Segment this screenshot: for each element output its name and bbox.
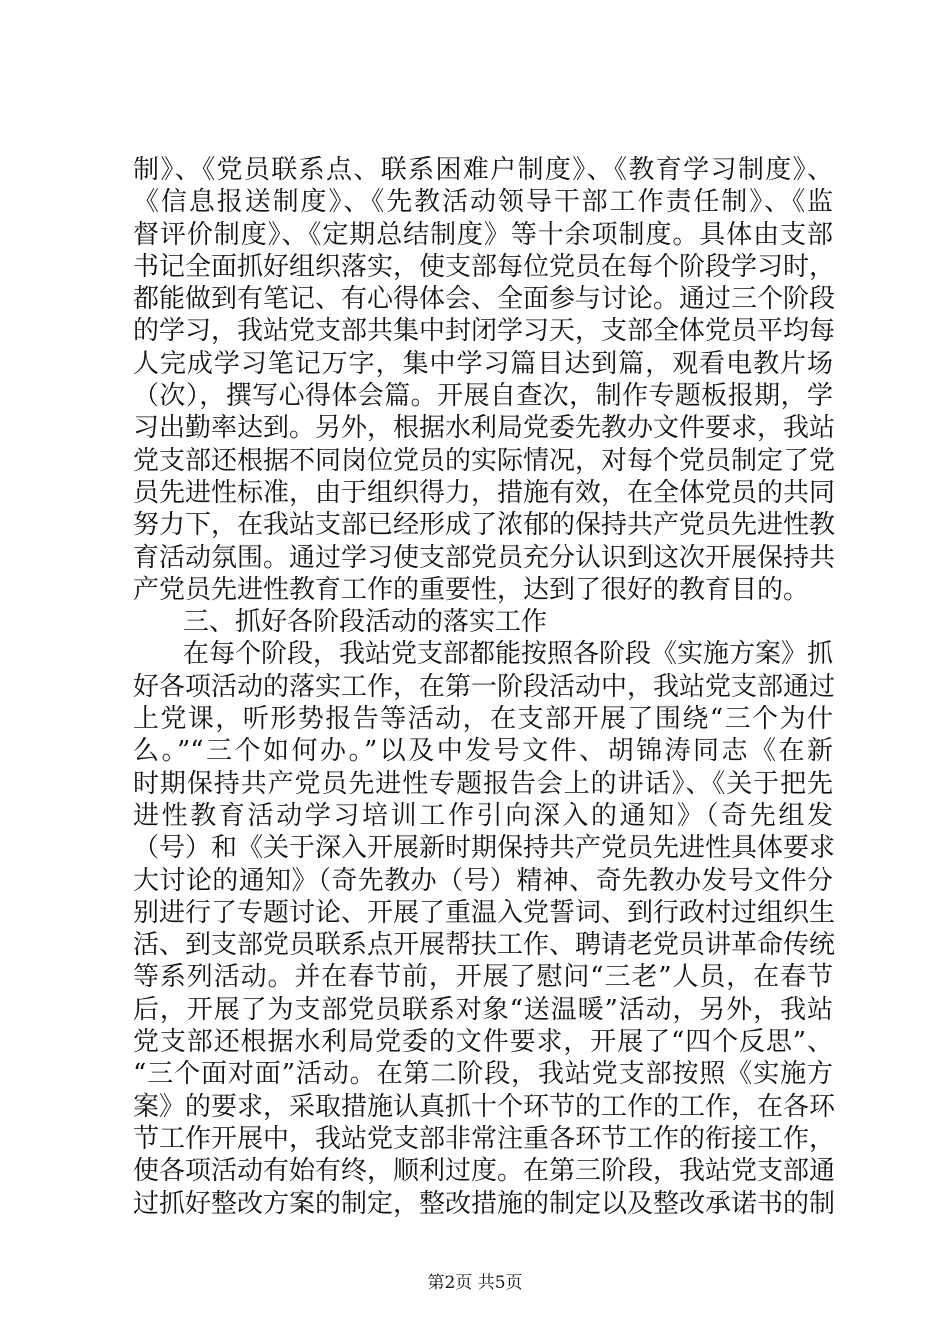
text-line: 人完成学习笔记万字，集中学习篇目达到篇，观看电教片场 (133, 348, 833, 379)
text-line: 使各项活动有始有终，顺利过度。在第三阶段，我站党支部通 (133, 1156, 836, 1187)
text-line: 的学习，我站党支部共集中封闭学习天，支部全体党员平均每 (133, 316, 836, 347)
body-text (133, 154, 836, 1220)
text-line: 制》、《党员联系点、联系困难户制度》、《教育学习制度》、 (133, 155, 833, 185)
text-line: 活、到支部党员联系点开展帮扶工作、聘请老党员讲革命传统 (133, 930, 836, 961)
text-line: 育活动氛围。通过学习使支部党员充分认识到这次开展保持共 (133, 542, 836, 573)
text-line: 习出勤率达到。另外，根据水利局党委先教办文件要求，我站 (133, 413, 836, 444)
text-line: （号）和《关于深入开展新时期保持共产党员先进性具体要求 (133, 833, 836, 864)
text-line: 党支部还根据不同岗位党员的实际情况，对每个党员制定了党 (133, 445, 836, 476)
text-line: 别进行了专题讨论、开展了重温入党誓词、到行政村过组织生 (133, 897, 836, 928)
text-line: 大讨论的通知》（奇先教办（号）精神、奇先教办发号文件分 (133, 865, 833, 896)
text-line: “三个面对面”活动。在第二阶段，我站党支部按照《实施方 (133, 1059, 833, 1090)
page-number-footer: 第2页 共5页 (427, 1273, 523, 1293)
text-line: 都能做到有笔记、有心得体会、全面参与讨论。通过三个阶段 (133, 284, 836, 315)
text-line: 等系列活动。并在春节前，开展了慰问“三老”人员，在春节 (133, 962, 833, 993)
section-heading: 三、抓好各阶段活动的落实工作 (183, 607, 548, 638)
text-line: 上党课，听形势报告等活动，在支部开展了围绕“三个为什 (133, 704, 833, 735)
text-line: 在每个阶段，我站党支部都能按照各阶段《实施方案》抓 (183, 639, 834, 670)
text-line: 督评价制度》、《定期总结制度》等十余项制度。具体由支部 (133, 219, 833, 250)
text-line: 么。”“三个如何办。”以及中发号文件、胡锦涛同志《在新 (133, 736, 833, 767)
text-line: （次），撰写心得体会篇。开展自查次，制作专题板报期，学 (133, 381, 833, 412)
text-line: 好各项活动的落实工作，在第一阶段活动中，我站党支部通过 (133, 671, 836, 702)
text-line: 员先进性标准，由于组织得力，措施有效，在全体党员的共同 (133, 477, 836, 508)
text-line: 《信息报送制度》、《先教活动领导干部工作责任制》、《监 (133, 187, 833, 218)
text-line: 进性教育活动学习培训工作引向深入的通知》（奇先组发 (133, 800, 833, 831)
text-line: 节工作开展中，我站党支部非常注重各环节工作的衔接工作， (133, 1123, 836, 1154)
text-line: 后，开展了为支部党员联系对象“送温暖”活动，另外，我站 (133, 994, 833, 1025)
text-line: 努力下，在我站支部已经形成了浓郁的保持共产党员先进性教 (133, 510, 836, 541)
text-line: 过抓好整改方案的制定，整改措施的制定以及整改承诺书的制 (133, 1188, 836, 1219)
text-line: 案》的要求，采取措施认真抓十个环节的工作的工作，在各环 (133, 1091, 836, 1122)
text-line: 党支部还根据水利局党委的文件要求，开展了“四个反思”、 (133, 1027, 833, 1058)
text-line: 书记全面抓好组织落实，使支部每位党员在每个阶段学习时， (133, 251, 836, 282)
text-line: 时期保持共产党员先进性专题报告会上的讲话》、《关于把先 (133, 768, 833, 799)
text-line: 产党员先进性教育工作的重要性，达到了很好的教育目的。 (133, 574, 810, 605)
